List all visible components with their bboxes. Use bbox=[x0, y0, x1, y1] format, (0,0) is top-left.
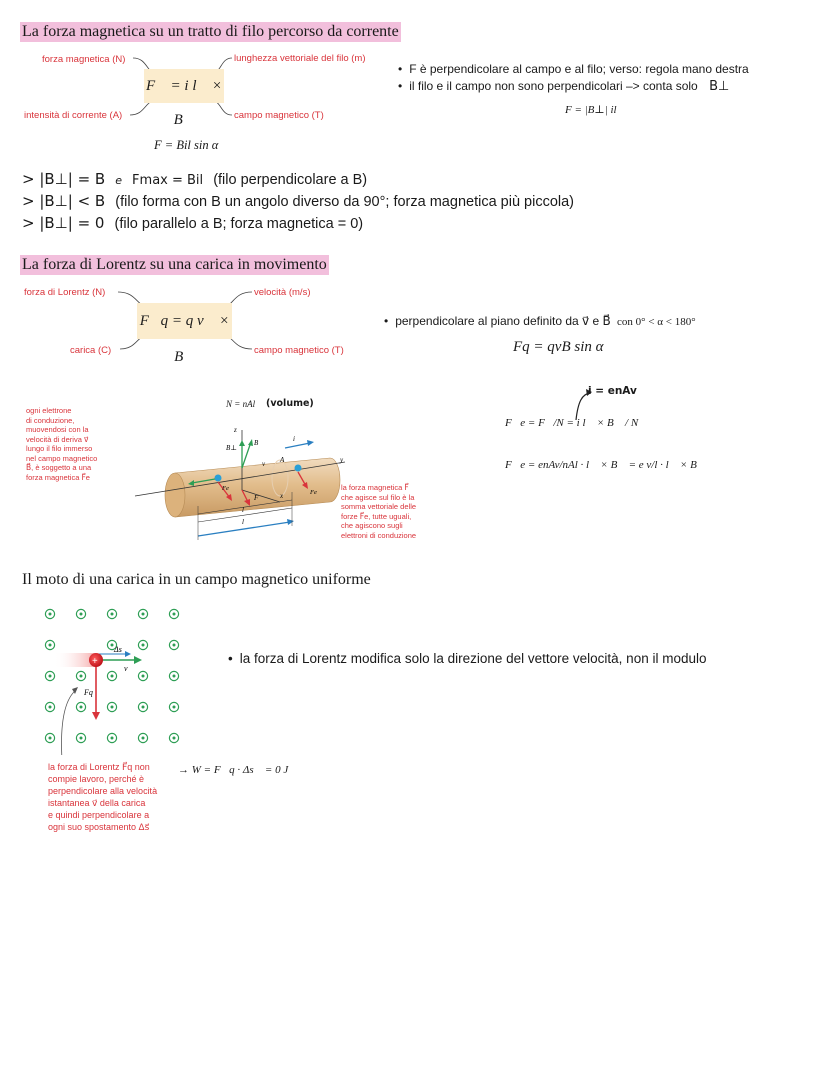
formula-bil-sin: F = Bil sin α bbox=[154, 138, 219, 152]
ds-label: Δs bbox=[114, 645, 122, 654]
label-lorentz-force: forza di Lorentz (N) bbox=[24, 287, 106, 298]
charge-sign: + bbox=[92, 656, 98, 667]
x-label: x bbox=[280, 492, 284, 500]
field-out-dot bbox=[142, 644, 145, 647]
v-label: v bbox=[262, 460, 266, 468]
section1-title: La forza magnetica su un tratto di filo percorso da corrente bbox=[22, 23, 399, 40]
formula-n-nal: N = nAl bbox=[226, 399, 256, 409]
field-out-dot bbox=[173, 613, 176, 616]
current-handwritten: i = enAv bbox=[588, 385, 637, 397]
field-out-dot bbox=[173, 706, 176, 709]
field-out-dot bbox=[142, 675, 145, 678]
fq-label: Fq bbox=[84, 688, 93, 697]
cases-list bbox=[22, 169, 574, 235]
bullet-item: • perpendicolare al piano definito da v⃗ e B⃗ con 0° < α < 180° bbox=[384, 313, 696, 331]
field-out-dot bbox=[80, 675, 83, 678]
case-row: > |B⊥| = 0 (filo parallelo a B; forza magnetica = 0) bbox=[22, 214, 364, 232]
field-out-dot bbox=[80, 613, 83, 616]
label-length: lunghezza vettoriale del filo (m) bbox=[234, 53, 366, 64]
field-out-dot bbox=[173, 675, 176, 678]
field-out-dot bbox=[80, 737, 83, 740]
field-out-dot bbox=[173, 644, 176, 647]
field-out-dot bbox=[49, 644, 52, 647]
bullet-item: • F è perpendicolare al campo e al filo; verso: regola mano destra bbox=[398, 61, 749, 78]
current-vector bbox=[285, 443, 310, 448]
bperp-label: B⊥ bbox=[226, 444, 237, 452]
current-label: i bbox=[293, 435, 295, 443]
section3-bullet bbox=[228, 650, 707, 667]
field-out-dot bbox=[49, 675, 52, 678]
formula-f-ilxb: F⃗ = i l⃗ × B⃗ bbox=[144, 69, 224, 103]
section3-red-note: la forza di Lorentz F⃗q non compie lavoro, perché è perpendicolare alla velocità istantanea v⃗ della carica e quindi perpendicolare a ogni suo spostamento Δs⃗ bbox=[48, 762, 158, 832]
y-label: y bbox=[340, 456, 344, 464]
field-out-dot bbox=[142, 613, 145, 616]
work-formula: → W = F⃗q · Δs⃗ = 0 J bbox=[178, 764, 289, 776]
field-out-dot bbox=[111, 706, 114, 709]
field-out-dot bbox=[49, 706, 52, 709]
wire-end bbox=[165, 473, 185, 517]
field-out-dot bbox=[49, 737, 52, 740]
l-label: l bbox=[242, 506, 244, 514]
b-label: B bbox=[254, 439, 259, 447]
label-current: intensità di corrente (A) bbox=[24, 110, 123, 121]
field-out-dot bbox=[80, 706, 83, 709]
case-row: > |B⊥| < B (filo forma con B un angolo diverso da 90°; forza magnetica più piccola) bbox=[22, 192, 575, 210]
derivation-1: F⃗e = F⃗/N = i l⃗ × B⃗ / N bbox=[505, 417, 639, 429]
field-out-dot bbox=[142, 706, 145, 709]
field-out-dot bbox=[111, 737, 114, 740]
section3-title: Il moto di una carica in un campo magnetico uniforme bbox=[22, 571, 371, 588]
formula-f-bperp: F = |B⊥| il bbox=[565, 104, 617, 116]
f-label: F bbox=[254, 494, 259, 502]
bperp-handwritten: B⊥ bbox=[709, 79, 730, 94]
left-red-note: ogni elettrone di conduzione, muovendosi con la velocità di deriva v⃗ lungo il filo immerso nel campo magnetico B⃗, è soggetto a una forza magnetica F⃗e bbox=[26, 406, 98, 482]
field-out-dot bbox=[142, 737, 145, 740]
section2-bullet bbox=[384, 313, 696, 331]
right-red-note: la forza magnetica F⃗ che agisce sul filo è la somma vettoriale delle forze F⃗e, tutte uguali, che agiscono sugli elettroni di conduzione bbox=[341, 483, 417, 540]
formula-lorentz: F⃗q = q v⃗ × B⃗ bbox=[137, 303, 232, 339]
section1-bullets bbox=[398, 61, 749, 95]
area-label: A bbox=[280, 456, 285, 464]
volume-handwritten: (volume) bbox=[266, 398, 314, 409]
formula-qvb-sin: Fq = qvB sin α bbox=[513, 339, 604, 355]
bullet-item: • la forza di Lorentz modifica solo la direzione del vettore velocità, non il modulo bbox=[228, 650, 707, 667]
fe-label: Fe bbox=[222, 485, 229, 492]
l-vector bbox=[198, 522, 290, 536]
v-label: v bbox=[124, 664, 128, 673]
field-out-dot bbox=[173, 737, 176, 740]
wire-diagram bbox=[130, 418, 360, 543]
note-pointer bbox=[62, 690, 76, 755]
uniform-field-diagram bbox=[36, 600, 196, 755]
fe-label: Fe bbox=[310, 489, 317, 496]
bullet-item: • il filo e il campo non sono perpendicolari –> conta solo B⊥ bbox=[398, 78, 749, 95]
label-force: forza magnetica (N) bbox=[42, 54, 126, 65]
derivation-2: F⃗e = enAv/nAl · l⃗ × B⃗ = e v/l · l⃗ × B⃗ bbox=[505, 459, 706, 471]
z-label: z bbox=[234, 426, 237, 434]
field-out-dot bbox=[111, 675, 114, 678]
l-vector-label: l bbox=[242, 518, 244, 526]
electron bbox=[295, 465, 302, 472]
field-out-dot bbox=[111, 613, 114, 616]
label-field: campo magnetico (T) bbox=[234, 110, 324, 121]
label-field-2: campo magnetico (T) bbox=[254, 345, 344, 356]
field-out-dot bbox=[49, 613, 52, 616]
label-charge: carica (C) bbox=[70, 345, 112, 356]
electron bbox=[215, 475, 222, 482]
section2-title: La forza di Lorentz su una carica in movimento bbox=[22, 256, 327, 273]
label-velocity: velocità (m/s) bbox=[254, 287, 311, 298]
case-row: > |B⊥| = B e Fmax = Bil (filo perpendicolare a B) bbox=[22, 170, 368, 188]
field-dots bbox=[45, 609, 178, 742]
